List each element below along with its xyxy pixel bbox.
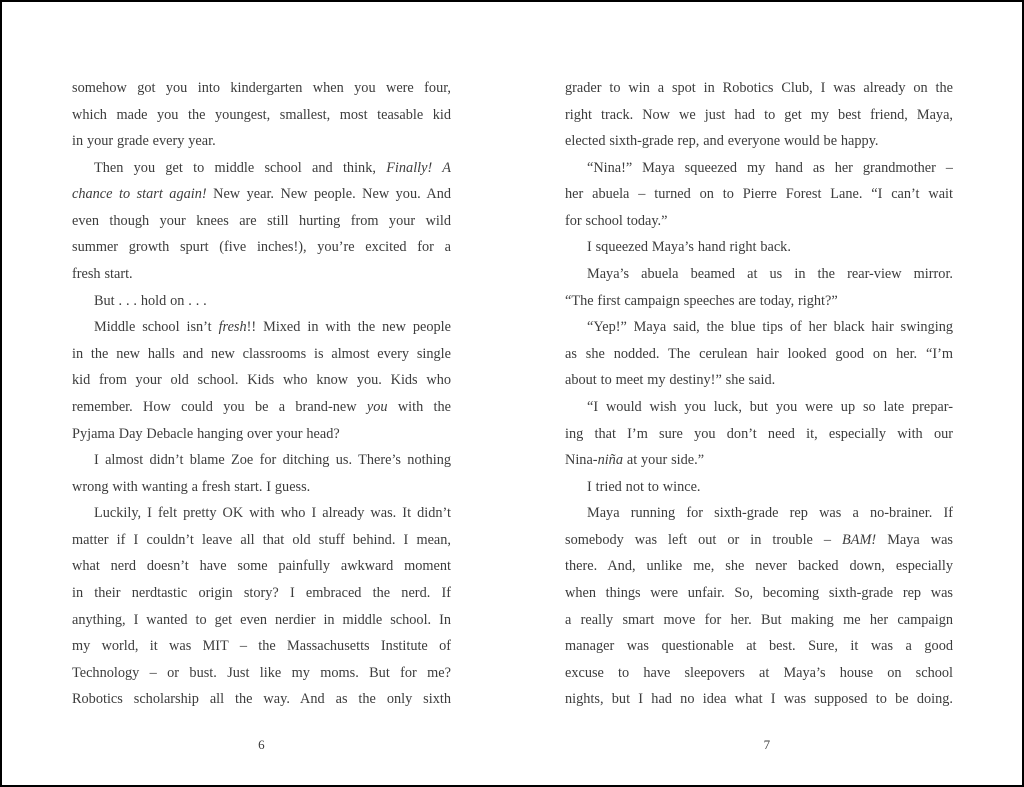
text-line: elected sixth-grade rep, and everyone would be happy. [565,133,879,150]
text-line: Then you get to middle school and think, Finally! A [94,159,451,176]
text-line: I squeezed Maya’s hand right back. [587,239,791,256]
text-line: as she nodded. The cerulean hair looked good on her. “I’m [565,345,953,362]
text-line: wrong with wanting a fresh start. I guess. [72,478,311,495]
left-page-text [72,75,451,713]
text-line: nights, but I had no idea what I was supposed to be doing. [565,691,953,708]
text-line: what nerd doesn’t have some painfully awkward moment [72,558,451,575]
text-line: when things were unfair. So, becoming sixth-grade rep was [565,584,953,601]
text-line: “I would wish you luck, but you were up so late prepar- [587,398,953,415]
text-line: Maya’s abuela beamed at us in the rear-view mirror. [587,266,953,283]
text-line: somehow got you into kindergarten when you were four, [72,80,451,96]
text-line: Middle school isn’t fresh!! Mixed in with the new people [94,319,451,336]
text-line: Technology – or bust. Just like my moms. But for me? [72,664,451,681]
text-line: Nina-niña at your side.” [565,452,705,469]
text-line: summer growth spurt (five inches!), you’re excited for a [72,239,451,256]
text-line: about to meet my destiny!” she said. [565,372,776,389]
text-line: fresh start. [72,266,133,283]
text-line: “The first campaign speeches are today, right?” [565,292,838,309]
left-page-number: 6 [258,737,265,752]
text-line: my world, it was MIT – the Massachusetts Institute of [72,638,451,655]
text-line: right track. Now we just had to get my best friend, Maya, [565,106,953,123]
text-line: excuse to have sleepovers at Maya’s house on school [565,664,953,681]
text-line: ing that I’m sure you don’t need it, especially with our [565,425,953,442]
text-line: there. And, unlike me, she never backed down, especially [565,558,953,575]
text-line: in the new halls and new classrooms is almost every single [72,345,451,362]
text-line: anything, I wanted to get even nerdier in middle school. In [72,611,451,628]
right-page [514,2,1024,785]
text-line: Robotics scholarship all the way. And as the only sixth [72,691,451,708]
right-page-number: 7 [763,737,771,752]
text-line: matter if I couldn’t leave all that old stuff behind. I mean, [72,531,451,548]
text-line: in their nerdtastic origin story? I embraced the nerd. If [72,584,451,601]
text-line: Luckily, I felt pretty OK with who I already was. It didn’t [94,505,451,522]
text-line: Maya running for sixth-grade rep was a no-brainer. If [587,505,953,522]
text-line: “Nina!” Maya squeezed my hand as her grandmother – [587,159,953,176]
text-line: manager was questionable at best. Sure, it was a good [565,638,953,655]
text-line: remember. How could you be a brand-new you with the [72,398,451,415]
text-line: her abuela – turned on to Pierre Forest Lane. “I can’t wait [565,186,953,203]
text-line: even though your knees are still hurting from your wild [72,212,451,229]
text-line: But . . . hold on . . . [94,292,207,309]
text-line: I tried not to wince. [587,478,701,495]
text-line: chance to start again! New year. New people. New you. And [72,186,451,203]
text-line: Pyjama Day Debacle hanging over your head? [72,425,340,442]
text-line: a really smart move for her. But making me her campaign [565,611,953,628]
text-line: for school today.” [565,212,668,229]
text-line: “Yep!” Maya said, the blue tips of her black hair swinging [587,319,953,336]
text-line: somebody was left out or in trouble – BAM! Maya was [565,531,953,548]
text-line: I almost didn’t blame Zoe for ditching us. There’s nothing [94,452,451,469]
left-page [2,2,514,785]
right-page-text [565,75,953,713]
text-line: which made you the youngest, smallest, most teasable kid [72,106,451,123]
text-line: grader to win a spot in Robotics Club, I was already on the [565,80,953,96]
text-line: kid from your old school. Kids who know you. Kids who [72,372,451,389]
text-line: in your grade every year. [72,133,216,150]
